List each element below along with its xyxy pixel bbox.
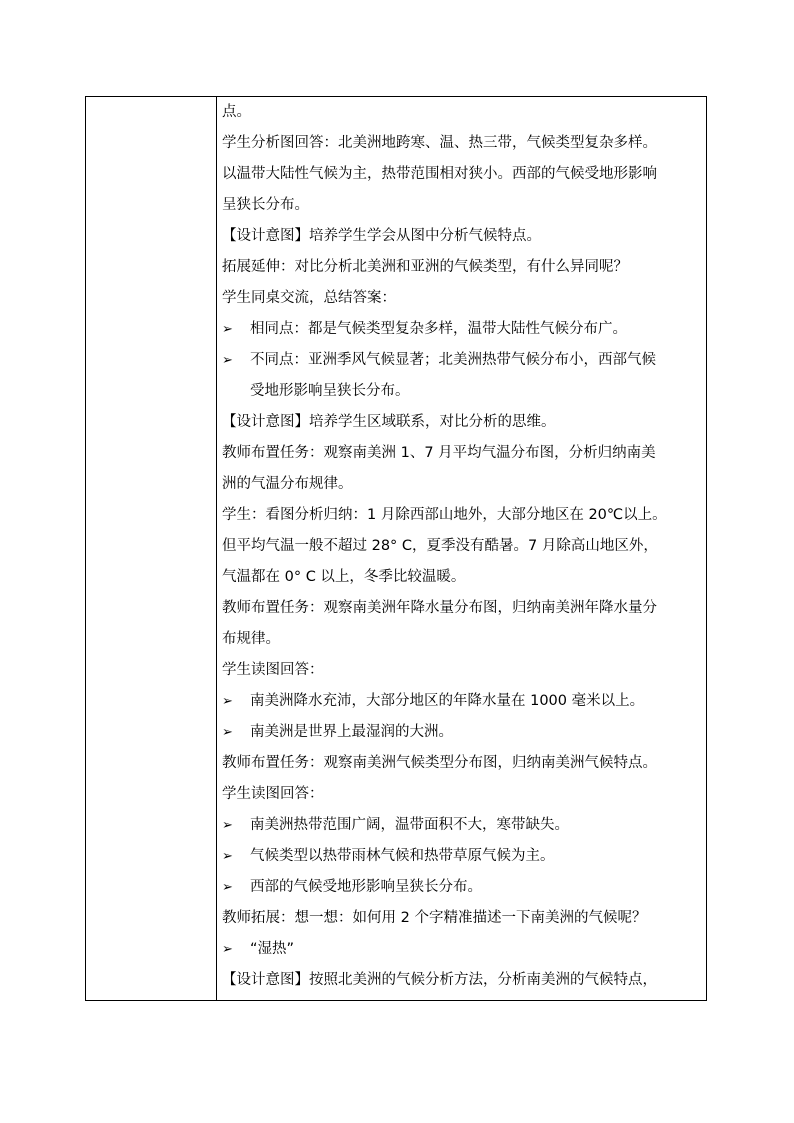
line-text: 气温都在 0° C 以上，冬季比较温暖。 [222, 569, 466, 585]
text-line [222, 438, 704, 469]
text-line [222, 655, 704, 686]
text-line [222, 97, 704, 128]
line-text: 教师布置任务：观察南美洲年降水量分布图，归纳南美洲年降水量分 [222, 600, 657, 616]
line-text: 学生读图回答： [222, 786, 324, 802]
bullet-arrow-icon: ➢ [222, 353, 233, 368]
line-text: 学生读图回答： [222, 662, 324, 678]
line-text: 【设计意图】培养学生区域联系，对比分析的思维。 [222, 414, 556, 430]
line-text: 西部的气候受地形影响呈狭长分布。 [250, 879, 482, 895]
line-text: 呈狭长分布。 [222, 197, 309, 213]
line-text: 受地形影响呈狭长分布。 [250, 383, 410, 399]
line-text: 洲的气温分布规律。 [222, 476, 353, 492]
text-line [222, 903, 704, 934]
bullet-item [222, 717, 704, 748]
bullet-item [222, 934, 704, 965]
line-text: 气候类型以热带雨林气候和热带草原气候为主。 [250, 848, 555, 864]
bullet-arrow-icon: ➢ [222, 880, 233, 895]
text-line [222, 593, 704, 624]
line-text: “湿热” [250, 941, 295, 957]
text-line [222, 965, 704, 996]
bullet-item [222, 686, 704, 717]
text-line [222, 407, 704, 438]
line-text: 南美洲是世界上最湿润的大洲。 [250, 724, 453, 740]
line-text: 学生同桌交流，总结答案： [222, 290, 396, 306]
bullet-arrow-icon: ➢ [222, 322, 233, 337]
line-text: 点。 [222, 104, 251, 120]
bullet-arrow-icon: ➢ [222, 849, 233, 864]
text-line [222, 531, 704, 562]
text-line [222, 190, 704, 221]
line-text: 南美洲热带范围广阔，温带面积不大，寒带缺失。 [250, 817, 569, 833]
text-line [222, 159, 704, 190]
line-text: 学生：看图分析归纳：1 月除西部山地外，大部分地区在 20℃以上。 [222, 507, 667, 523]
line-text: 教师布置任务：观察南美洲气候类型分布图，归纳南美洲气候特点。 [222, 755, 657, 771]
bullet-item [222, 810, 704, 841]
text-line [222, 128, 704, 159]
line-text: 南美洲降水充沛，大部分地区的年降水量在 1000 毫米以上。 [250, 693, 645, 709]
line-text: 【设计意图】培养学生学会从图中分析气候特点。 [222, 228, 541, 244]
bullet-item [222, 841, 704, 872]
table-left-cell [86, 97, 217, 1000]
text-line [222, 562, 704, 593]
line-text: 学生分析图回答：北美洲地跨寒、温、热三带，气候类型复杂多样。 [222, 135, 657, 151]
bullet-arrow-icon: ➢ [222, 818, 233, 833]
line-text: 但平均气温一般不超过 28° C，夏季没有酷暑。7 月除高山地区外， [222, 538, 658, 554]
line-text: 教师布置任务：观察南美洲 1、7 月平均气温分布图，分析归纳南美 [222, 445, 656, 461]
line-text: 布规律。 [222, 631, 280, 647]
bullet-item [222, 345, 704, 376]
line-text: 以温带大陆性气候为主，热带范围相对狭小。西部的气候受地形影响 [222, 166, 657, 182]
text-line [222, 624, 704, 655]
text-line [222, 283, 704, 314]
text-line [222, 469, 704, 500]
line-text: 【设计意图】按照北美洲的气候分析方法，分析南美洲的气候特点， [222, 972, 657, 988]
bullet-item [222, 872, 704, 903]
text-line [222, 779, 704, 810]
bullet-item [222, 314, 704, 345]
line-text: 相同点：都是气候类型复杂多样，温带大陆性气候分布广。 [250, 321, 627, 337]
bullet-arrow-icon: ➢ [222, 694, 233, 709]
text-line [250, 376, 704, 407]
line-text: 不同点：亚洲季风气候显著；北美洲热带气候分布小，西部气候 [250, 352, 656, 368]
lesson-table [85, 96, 707, 1001]
bullet-arrow-icon: ➢ [222, 942, 233, 957]
text-line [222, 748, 704, 779]
text-line [222, 221, 704, 252]
bullet-arrow-icon: ➢ [222, 725, 233, 740]
line-text: 教师拓展：想一想：如何用 2 个字精准描述一下南美洲的气候呢？ [222, 910, 647, 926]
text-line [222, 252, 704, 283]
table-content-cell [217, 97, 706, 1000]
line-text: 拓展延伸：对比分析北美洲和亚洲的气候类型，有什么异同呢？ [222, 259, 628, 275]
text-line [222, 500, 704, 531]
